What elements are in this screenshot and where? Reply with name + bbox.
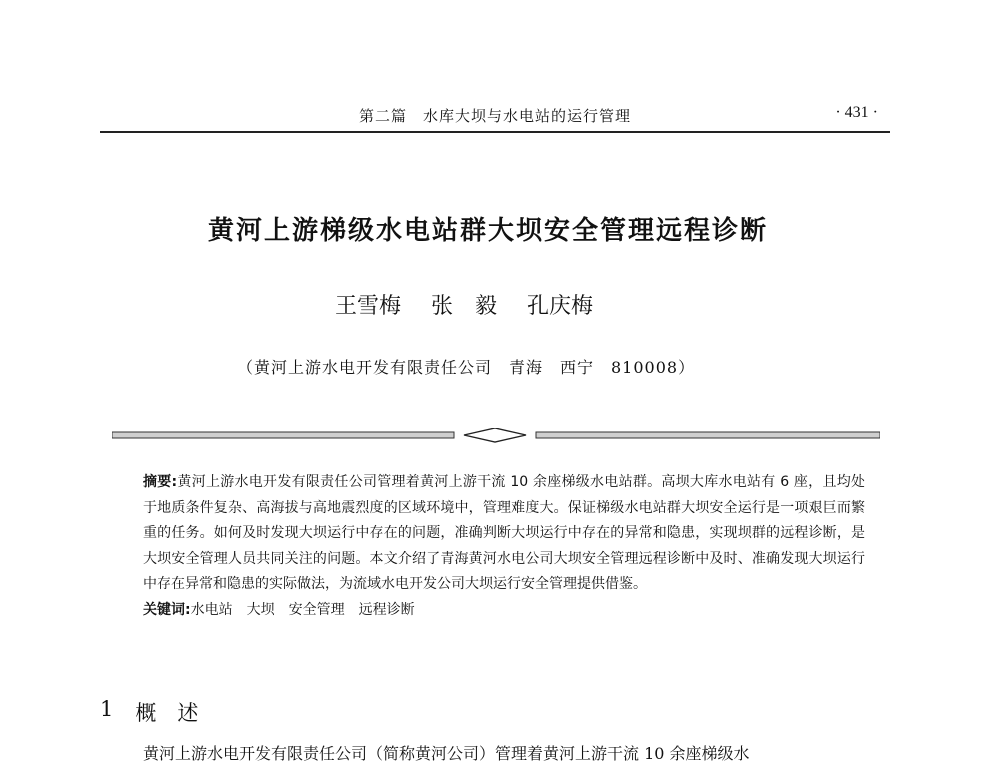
keywords-label: 关键词:	[143, 601, 191, 618]
keywords-items: 水电站 大坝 安全管理 远程诊断	[190, 601, 415, 618]
body-text-line: 黄河上游水电开发有限责任公司（简称黄河公司）管理着黄河上游干流 10 余座梯级水	[143, 744, 750, 763]
section-heading	[100, 697, 198, 727]
section-number: 1	[100, 697, 114, 721]
abstract-text: 黄河上游水电开发有限责任公司管理着黄河上游干流 10 余座梯级水电站群。高坝大库水电站有 6 座，且均处于地质条件复杂、高海拔与高地震烈度的区域环境中，管理难度大。保证梯级水电站群大坝安全运行是一项艰巨而繁重的任务。如何及时发现大坝运行中存在的问题，准确判断大坝运行中存在的异常和隐患，实现坝群的远程诊断，是大坝安全管理人员共同关注的问题。本文介绍了青海黄河水电公司大坝安全管理远程诊断中及时、准确发现大坝运行中存在异常和隐患的实际做法，为流域水电开发公司大坝运行安全管理提供借鉴。	[143, 474, 865, 592]
abstract-paragraph	[143, 470, 865, 598]
keywords	[143, 598, 865, 624]
running-head	[100, 103, 890, 133]
page-number: · 431 ·	[835, 104, 878, 121]
author-name: 张 毅	[431, 294, 498, 319]
paper-title: 黄河上游梯级水电站群大坝安全管理远程诊断	[207, 216, 768, 246]
abstract	[143, 470, 865, 623]
author-name: 孔庆梅	[527, 294, 594, 319]
author-name: 王雪梅	[335, 294, 402, 319]
divider-right-bar	[536, 432, 880, 438]
running-head-section: 第二篇 水库大坝与水电站的运行管理	[358, 107, 631, 125]
section-title: 概 述	[135, 701, 199, 725]
affiliation: （黄河上游水电开发有限责任公司 青海 西宁 810008）	[237, 358, 696, 377]
divider-left-bar	[112, 432, 454, 438]
abstract-label: 摘要:	[143, 474, 178, 490]
divider-diamond	[464, 428, 526, 442]
author-list	[335, 289, 593, 320]
ornamental-divider	[112, 428, 880, 444]
